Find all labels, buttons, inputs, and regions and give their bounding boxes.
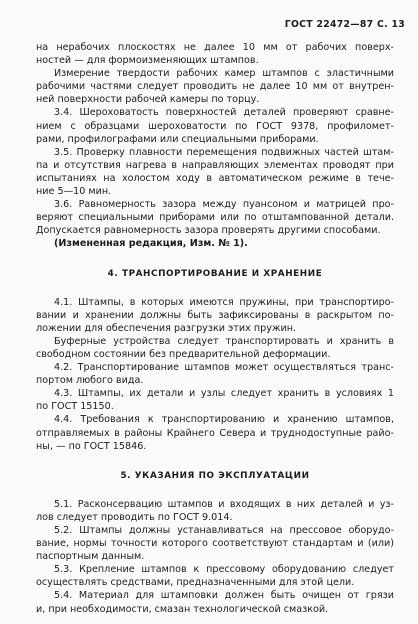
text-line: ней поверхности рабочей камеры по торцу. [36, 94, 260, 106]
paragraph-hardness [36, 67, 394, 106]
text-line: свободном состоянии без предварительной деформации. [36, 348, 331, 360]
text-line: 3.4. Шероховатость поверхностей деталей проверяют сравне- [54, 107, 394, 119]
text-line: 3.6. Равномерность зазора между пуансоном и матрицей про- [54, 199, 394, 211]
text-line: Буферные устройства следует транспортировать и хранить в [54, 335, 394, 347]
page-header: ГОСТ 22472—87 С. 13 [284, 19, 405, 30]
text-line: па и отсутствия нагрева в направляющих элементах проводят при [36, 159, 394, 171]
text-line: ние 5—10 мин. [36, 186, 112, 198]
text-line: вание, нормы точности которого соответствуют стандартам и (или) [36, 538, 394, 550]
text-line: по ГОСТ 15150. [36, 401, 114, 413]
text-line: 3.5. Проверку плавности перемещения подвижных частей штам- [54, 146, 394, 158]
section-5-title: 5. УКАЗАНИЯ ПО ЭКСПЛУАТАЦИИ [120, 470, 310, 481]
text-line: 4.2. Транспортирование штампов может осуществляться транс- [54, 362, 394, 374]
text-line: портом любого вида. [36, 375, 144, 387]
text-line: ны, — по ГОСТ 15846. [36, 440, 147, 452]
text-line: Допускается равномерность зазора проверять другими способами. [36, 225, 381, 237]
text-line: 4.3. Штампы, их детали и узлы следует хранить в условиях 1 [54, 388, 394, 400]
text-line: ностей — для формоизменяющих штампов. [36, 55, 259, 67]
text-line: на нерабочих плоскостях не далее 10 мм от рабочих поверх- [36, 42, 394, 53]
text-line: веряют специальными приборами или по отштампованной детали. [36, 212, 394, 224]
text-line: паспортным данным. [36, 551, 145, 563]
paragraph-buffer [36, 335, 394, 361]
text-line: 5.3. Крепление штампов к прессовому оборудованию следует [54, 564, 394, 576]
text-line: испытаниях на холостом ходу в автоматическом режиме в тече- [36, 172, 394, 184]
paragraph-3-4 [36, 106, 394, 145]
paragraph-3-3-end [36, 41, 394, 67]
text-line: Измерение твердости рабочих камер штампов с эластичными [54, 68, 394, 80]
text-line: вании и хранении должны быть зафиксированы в раскрытом по- [36, 309, 394, 321]
paragraph-4-1 [36, 296, 394, 335]
text-line: 5.2. Штампы должны устанавливаться на прессовое оборудо- [54, 525, 394, 536]
text-line: отправляемых в районы Крайнего Севера и труднодоступные райо- [36, 427, 394, 439]
paragraph-4-3 [36, 387, 394, 413]
text-line: 5.1. Расконсервацию штампов и входящих в них деталей и уз- [54, 498, 394, 510]
text-line: 4.4. Требования к транспортированию и хранению штампов, [54, 414, 394, 426]
paragraph-5-3 [36, 563, 394, 589]
paragraph-5-1 [36, 498, 394, 524]
text-line: лов следует проводить по ГОСТ 9.014. [36, 511, 233, 523]
text-line: и, при необходимости, смазан технологической смазкой. [36, 603, 329, 615]
amendment-note: (Измененная редакция, Изм. № 1). [54, 238, 248, 250]
paragraph-5-2 [36, 524, 394, 563]
paragraph-3-5 [36, 146, 394, 198]
text-line: 4.1. Штампы, в которых имеются пружины, при транспортиро- [54, 296, 394, 308]
paragraph-3-6 [36, 198, 394, 237]
text-line: 5.4. Материал для штамповки должен быть очищен от грязи [54, 590, 394, 602]
text-line: осуществлять средствами, предназначенными для этой цели. [36, 577, 355, 589]
text-line: нием с образцами шероховатости по ГОСТ 9378, профиломет- [36, 120, 394, 132]
text-line: рами, профилографами или специальными приборами. [36, 133, 319, 145]
section-4-title: 4. ТРАНСПОРТИРОВАНИЕ И ХРАНЕНИЕ [107, 268, 323, 279]
paragraph-4-4 [36, 413, 394, 452]
text-line: ложении для обеспечения разгрузки этих пружин. [36, 322, 297, 334]
paragraph-4-2 [36, 361, 394, 387]
paragraph-5-4 [36, 589, 394, 615]
text-line: рабочими частями следует проводить не далее 10 мм от внутрен- [36, 81, 394, 93]
document-body [36, 41, 394, 616]
